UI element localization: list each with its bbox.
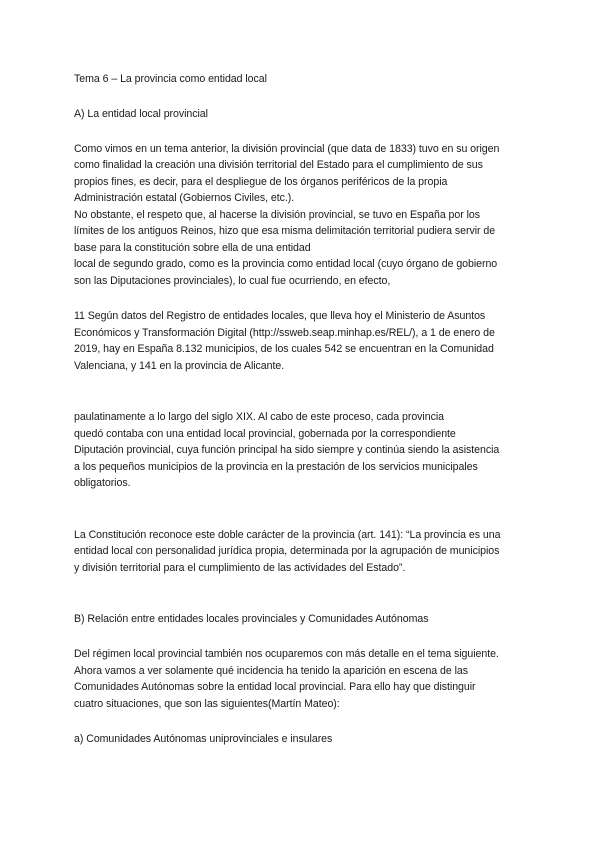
paragraph-line: base para la constitución sobre ella de una entidad — [74, 242, 311, 254]
footnote-line: 2019, hay en España 8.132 municipios, de los cuales 542 se encuentran en la Comunidad — [74, 343, 494, 355]
paragraph-line: Comunidades Autónomas sobre la entidad local provincial. Para ello hay que distinguir — [74, 681, 476, 693]
footnote-line: 11 Según datos del Registro de entidades locales, que lleva hoy el Ministerio de Asuntos — [74, 310, 486, 322]
section-b-heading: B) Relación entre entidades locales provinciales y Comunidades Autónomas — [74, 613, 429, 625]
paragraph-line: como finalidad la creación una división territorial del Estado para el cumplimiento de sus — [74, 159, 483, 171]
paragraph-line: local de segundo grado, como es la provincia como entidad local (cuyo órgano de gobierno — [74, 258, 498, 270]
paragraph-line: propios fines, es decir, para el despliegue de los órganos periféricos de la propia — [74, 176, 448, 188]
paragraph-line: Ahora vamos a ver solamente qué incidencia ha tenido la aparición en escena de las — [74, 665, 469, 677]
subsection-a-heading: a) Comunidades Autónomas uniprovinciales e insulares — [74, 733, 333, 745]
paragraph-line: Diputación provincial, cuya función principal ha sido siempre y continúa siendo la asistencia — [74, 444, 500, 456]
paragraph-line: Del régimen local provincial también nos ocuparemos con más detalle en el tema siguiente. — [74, 648, 499, 660]
paragraph-line: No obstante, el respeto que, al hacerse la división provincial, se tuvo en España por los — [74, 209, 481, 221]
footnote-line: Económicos y Transformación Digital (http://ssweb.seap.minhap.es/REL/), a 1 de enero de — [74, 327, 495, 339]
paragraph-line: y división territorial para el cumplimiento de las actividades del Estado”. — [74, 562, 406, 574]
paragraph-line: son las Diputaciones provinciales), lo cual fue ocurriendo, en efecto, — [74, 275, 391, 287]
paragraph-line: paulatinamente a lo largo del siglo XIX. Al cabo de este proceso, cada provincia — [74, 411, 444, 423]
section-a-heading: A) La entidad local provincial — [74, 108, 208, 120]
paragraph-line: quedó contaba con una entidad local provincial, gobernada por la correspondiente — [74, 428, 456, 440]
footnote-line: Valenciana, y 141 en la provincia de Alicante. — [74, 360, 285, 372]
paragraph-line: Como vimos en un tema anterior, la división provincial (que data de 1833) tuvo en su origen — [74, 143, 500, 155]
paragraph-line: entidad local con personalidad jurídica propia, determinada por la agrupación de municipios — [74, 545, 500, 557]
paragraph-line: La Constitución reconoce este doble carácter de la provincia (art. 141): “La provincia es una — [74, 529, 501, 541]
paragraph-line: cuatro situaciones, que son las siguientes(Martín Mateo): — [74, 698, 340, 710]
document-title: Tema 6 – La provincia como entidad local — [74, 73, 267, 85]
paragraph-line: a los pequeños municipios de la provincia en la prestación de los servicios municipales — [74, 461, 478, 473]
paragraph-line: obligatorios. — [74, 477, 131, 489]
paragraph-line: límites de los antiguos Reinos, hizo que esa misma delimitación territorial pudiera servir de — [74, 225, 496, 237]
paragraph-line: Administración estatal (Gobiernos Civiles, etc.). — [74, 192, 295, 204]
